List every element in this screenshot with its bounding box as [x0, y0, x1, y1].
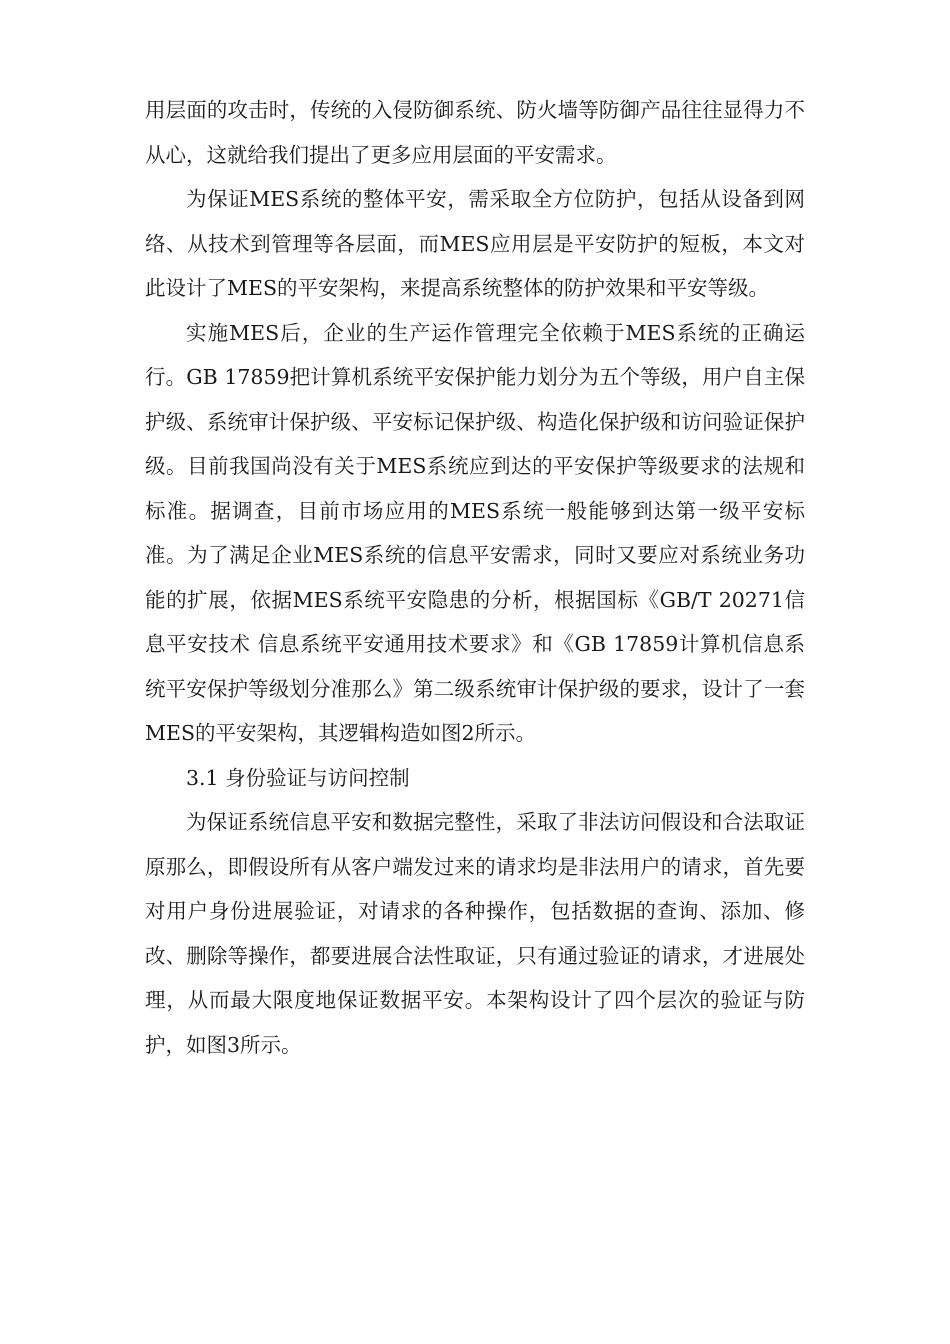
paragraph-mes-security: 为保证MES系统的整体平安，需采取全方位防护，包括从设备到网络、从技术到管理等各层面，而MES应用层是平安防护的短板，本文对此设计了MES的平安架构，来提高系统整体的防护效果和平安等级。: [145, 187, 805, 300]
paragraph-authentication: 为保证系统信息平安和数据完整性，采取了非法访问假设和合法取证原那么，即假设所有从客户端发过来的请求均是非法用户的请求，首先要对用户身份进展验证，对请求的各种操作，包括数据的查询、添加、修改、删除等操作，都要进展合法性取证，只有通过验证的请求，才进展处理，从而最大限度地保证数据平安。本架构设计了四个层次的验证与防护，如图3所示。: [145, 810, 805, 1057]
document-body: [145, 88, 805, 1067]
paragraph-security-levels: 实施MES后，企业的生产运作管理完全依赖于MES系统的正确运行。GB 17859把计算机系统平安保护能力划分为五个等级，用户自主保护级、系统审计保护级、平安标记保护级、构造化保护级和访问验证保护级。目前我国尚没有关于MES系统应到达的平安保护等级要求的法规和标准。据调查，目前市场应用的MES系统一般能够到达第一级平安标准。为了满足企业MES系统的信息平安需求，同时又要应对系统业务功能的扩展，依据MES系统平安隐患的分析，根据国标《GB/T 20271信息平安技术 信息系统平安通用技术要求》和《GB 17859计算机信息系统平安保护等级划分准那么》第二级系统审计保护级的要求，设计了一套MES的平安架构，其逻辑构造如图2所示。: [145, 320, 805, 745]
section-heading: 3.1 身份验证与访问控制: [186, 765, 410, 790]
paragraph-continued: 用层面的攻击时，传统的入侵防御系统、防火墙等防御产品往往显得力不从心，这就给我们提出了更多应用层面的平安需求。: [145, 98, 805, 167]
